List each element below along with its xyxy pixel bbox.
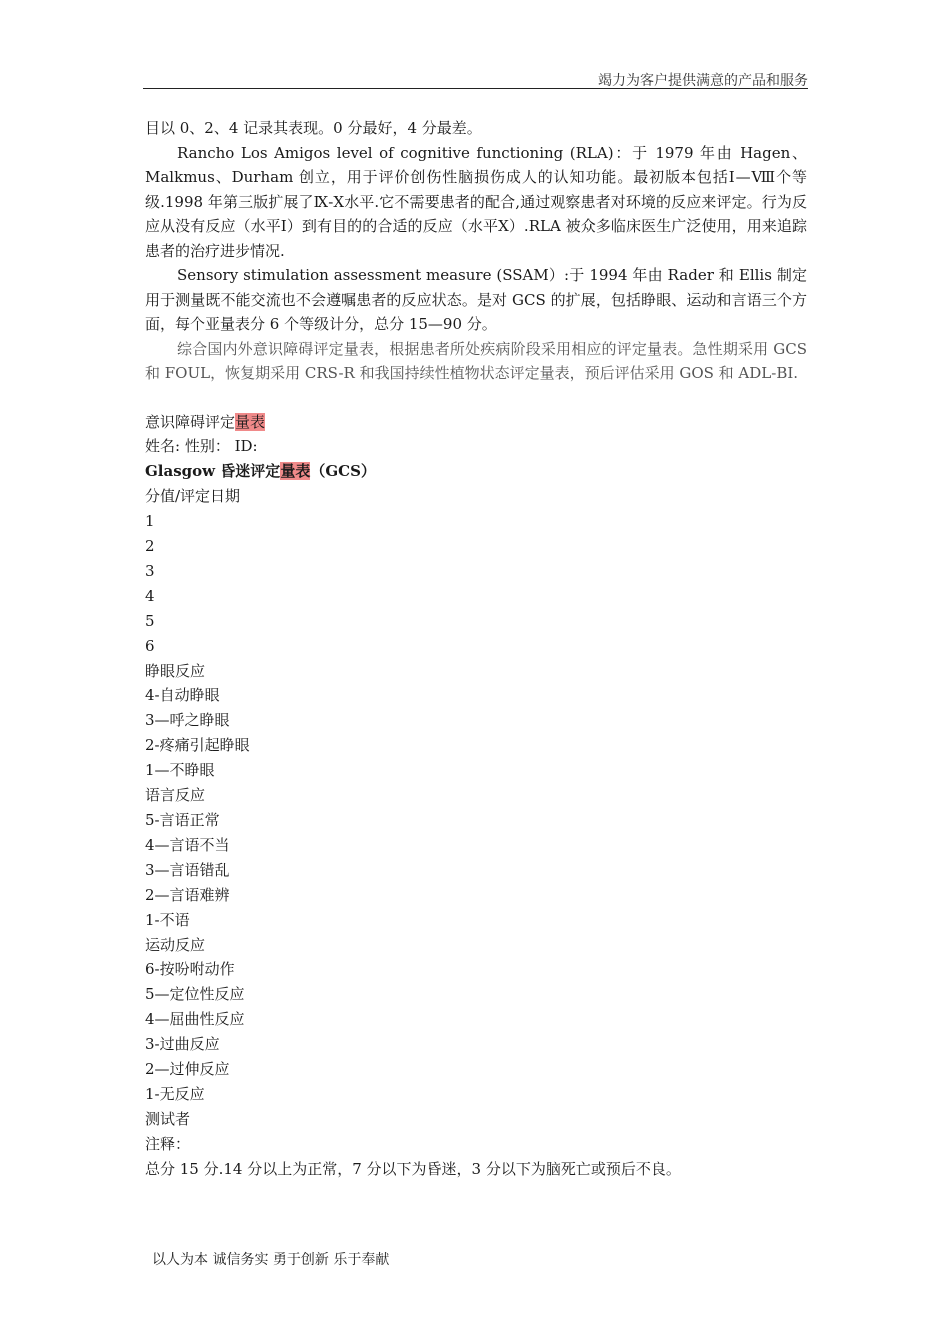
gcs-title-highlight: 量表 [280,462,311,481]
column-number: 2 [145,537,155,556]
page-header-slogan: 竭力为客户提供满意的产品和服务 [598,73,808,89]
note-text: 总分 15 分.14 分以上为正常，7 分以下为昏迷，3 分以下为脑死亡或预后不良。 [145,1159,681,1178]
motor-response-item: 5—定位性反应 [145,985,245,1004]
verbal-response-item: 3—言语错乱 [145,860,230,879]
motor-response-item: 2—过伸反应 [145,1060,230,1079]
page-footer-motto: 以人为本 诚信务实 勇于创新 乐于奉献 [152,1252,390,1268]
column-number: 6 [145,636,155,655]
section-spacer [145,386,807,410]
column-number: 4 [145,586,155,605]
eye-response-item: 4-自动睁眼 [145,686,220,705]
patient-info-line: 姓名: 性别： ID: [145,437,258,456]
column-number: 5 [145,611,155,630]
gcs-title-middle: 昏迷评定 [215,462,281,481]
note-label: 注释： [145,1134,191,1153]
column-number: 1 [145,512,155,531]
motor-response-item: 3-过曲反应 [145,1035,220,1054]
eye-response-heading: 睁眼反应 [145,661,206,680]
eye-response-item: 3—呼之睁眼 [145,711,230,730]
header-divider [143,88,808,89]
motor-response-item: 6-按吩咐动作 [145,960,235,979]
column-number: 3 [145,561,155,580]
tester-label: 测试者 [145,1109,191,1128]
gcs-title [145,459,807,484]
verbal-response-item: 2—言语难辨 [145,885,230,904]
verbal-response-item: 5-言语正常 [145,811,220,829]
gcs-title-abbr: （GCS） [310,462,376,481]
motor-response-heading: 运动反应 [145,935,206,954]
gcs-scale-form [145,410,807,1182]
motor-response-item: 4—屈曲性反应 [145,1010,245,1029]
paragraph-summary: 综合国内外意识障碍评定量表，根据患者所处疾病阶段采用相应的评定量表。急性期采用 GCS 和 FOUL，恢复期采用 CRS-R 和我国持续性植物状态评定量表，预后评估采用 GOS 和 ADL-BI. [145,339,807,382]
scale-title-highlight: 量表 [235,412,266,431]
verbal-response-heading: 语言反应 [145,786,206,805]
score-date-label: 分值/评定日期 [145,487,241,506]
paragraph-rla: Rancho Los Amigos level of cognitive functioning (RLA)：于 1979 年由 Hagen、Malkmus、Durham 创立，用于评价创伤性脑损伤成人的认知功能。最初版本包括Ⅰ—Ⅷ个等级.1998 年第三版扩展了Ⅸ-Ⅹ水平.它不需要患者的配合,通过观察患者对环境的反应来评定。行为反应从没有反应（水平Ⅰ）到有目的的合适的反应（水平Ⅹ）.RLA 被众多临床医生广泛使用，用来追踪患者的治疗进步情况. [145,143,807,260]
eye-response-item: 1—不睁眼 [145,761,215,780]
paragraph-scoring-note: 目以 0、2、4 记录其表现。0 分最好，4 分最差。 [145,119,482,137]
verbal-response-item: 1-不语 [145,910,190,929]
scale-section-title [145,410,807,435]
scale-title-text: 意识障碍评定 [145,412,236,431]
motor-response-item: 1-无反应 [145,1084,205,1103]
eye-response-item: 2-疼痛引起睁眼 [145,736,250,755]
gcs-title-name: Glasgow [145,462,216,481]
document-body [145,116,807,1182]
verbal-response-item: 4—言语不当 [145,835,230,854]
paragraph-ssam: Sensory stimulation assessment measure (SSAM）:于 1994 年由 Rader 和 Ellis 制定用于测量既不能交流也不会遵嘱患者的反应状态。是对 GCS 的扩展，包括睁眼、运动和言语三个方面，每个亚量表分 6 个等级计分，总分 15—90 分。 [145,266,807,333]
